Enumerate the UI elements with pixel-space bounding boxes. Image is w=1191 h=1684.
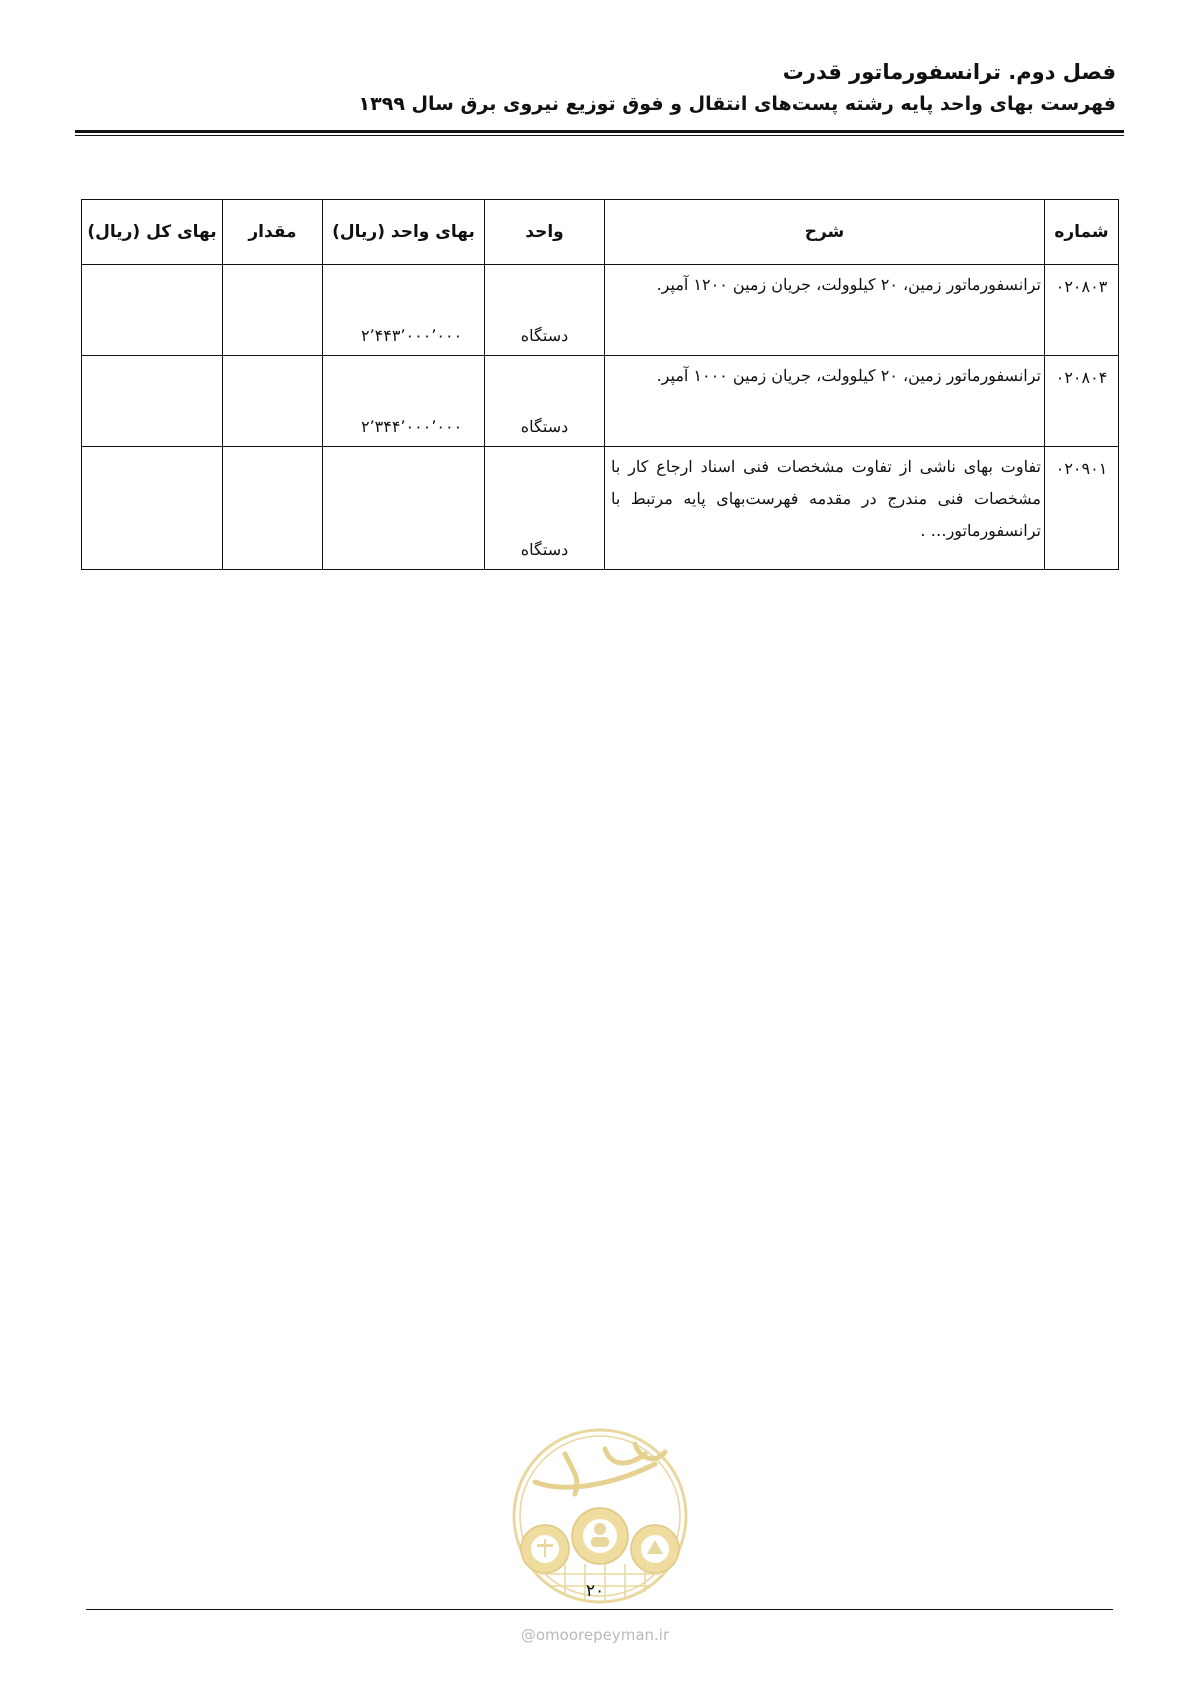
header-total-price: بهای کل (ریال) [82, 200, 223, 265]
document-title: فهرست بهای واحد پایه رشته پست‌های انتقال و فوق توزیع نیروی برق سال ۱۳۹۹ [358, 93, 1116, 115]
item-code: ۰۲۰۸۰۴ [1045, 356, 1119, 447]
item-quantity [223, 356, 323, 447]
chapter-title: فصل دوم. ترانسفورماتور قدرت [782, 60, 1116, 84]
item-total-price [82, 265, 223, 356]
item-total-price [82, 447, 223, 570]
table-row [82, 447, 1119, 570]
item-code: ۰۲۰۸۰۳ [1045, 265, 1119, 356]
header-code: شماره [1045, 200, 1119, 265]
item-code: ۰۲۰۹۰۱ [1045, 447, 1119, 570]
page-number: ۲۰ [585, 1581, 605, 1601]
item-quantity [223, 447, 323, 570]
item-unit: دستگاه [485, 356, 605, 447]
item-unit-price: ۲٬۴۴۳٬۰۰۰٬۰۰۰ [323, 265, 485, 356]
header-description: شرح [605, 200, 1045, 265]
table-header-row [82, 200, 1119, 265]
item-description: ترانسفورماتور زمین، ۲۰ کیلوولت، جریان زمین ۱۲۰۰ آمپر. [605, 265, 1045, 356]
header-quantity: مقدار [223, 200, 323, 265]
item-unit: دستگاه [485, 447, 605, 570]
item-description: ترانسفورماتور زمین، ۲۰ کیلوولت، جریان زمین ۱۰۰۰ آمپر. [605, 356, 1045, 447]
header-unit-price: بهای واحد (ریال) [323, 200, 485, 265]
footer-rule [86, 1609, 1113, 1610]
header-rule-thick [75, 130, 1124, 133]
header-rule-thin [75, 135, 1124, 136]
table-row [82, 356, 1119, 447]
item-description: تفاوت بهای ناشی از تفاوت مشخصات فنی اسناد ارجاع کار با مشخصات فنی مندرج در مقدمه فهرست‌بهای پایه مرتبط با ترانسفورماتور… . [605, 447, 1045, 570]
item-unit: دستگاه [485, 265, 605, 356]
item-total-price [82, 356, 223, 447]
item-unit-price: ۲٬۳۴۴٬۰۰۰٬۰۰۰ [323, 356, 485, 447]
watermark-website: @omoorepeyman.ir [520, 1626, 670, 1644]
item-quantity [223, 265, 323, 356]
table-row [82, 265, 1119, 356]
page-header [359, 56, 1116, 120]
price-table [81, 199, 1119, 570]
item-unit-price [323, 447, 485, 570]
header-unit: واحد [485, 200, 605, 265]
